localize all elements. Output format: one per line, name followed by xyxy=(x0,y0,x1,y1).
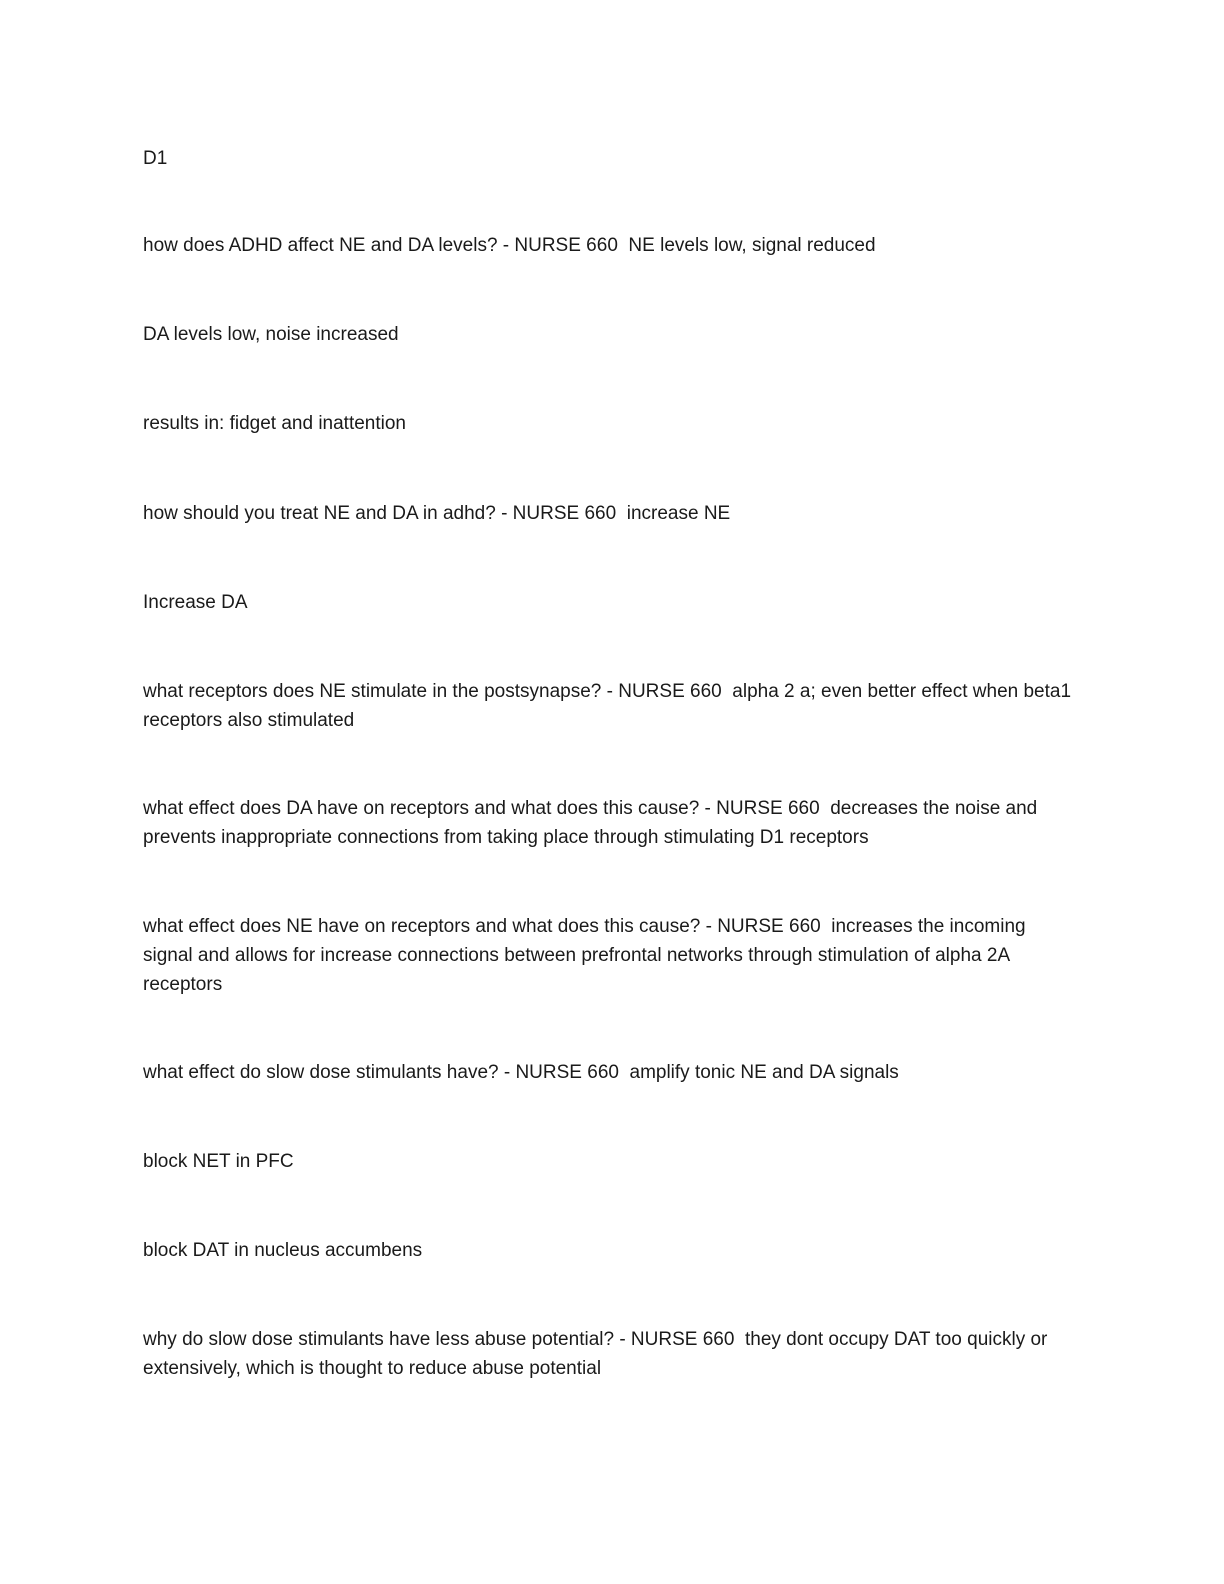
paragraph-10: what effect do slow dose stimulants have? - NURSE 660 amplify tonic NE and DA signals xyxy=(143,1062,899,1083)
paragraph-6: Increase DA xyxy=(143,592,248,613)
paragraph-7: what receptors does NE stimulate in the postsynapse? - NURSE 660 alpha 2 a; even better effect when beta1 receptors also stimulated xyxy=(143,681,1077,731)
paragraph-8: what effect does DA have on receptors and what does this cause? - NURSE 660 decreases the noise and prevents inappropriate connections from taking place through stimulating D1 receptors xyxy=(143,798,1043,848)
paragraph-11: block NET in PFC xyxy=(143,1151,294,1172)
paragraph-3: DA levels low, noise increased xyxy=(143,324,399,345)
paragraph-12: block DAT in nucleus accumbens xyxy=(143,1240,423,1261)
paragraph-5: how should you treat NE and DA in adhd? - NURSE 660 increase NE xyxy=(143,503,731,524)
paragraph-1: D1 xyxy=(143,148,168,169)
paragraph-2: how does ADHD affect NE and DA levels? - NURSE 660 NE levels low, signal reduced xyxy=(143,235,876,256)
paragraph-9: what effect does NE have on receptors and what does this cause? - NURSE 660 increases the incoming signal and allows for increase connections between prefrontal networks through stimulation of alpha 2A receptors xyxy=(143,916,1031,995)
paragraph-13: why do slow dose stimulants have less abuse potential? - NURSE 660 they dont occupy DAT too quickly or extensively, which is thought to reduce abuse potential xyxy=(143,1329,1053,1379)
paragraph-4: results in: fidget and inattention xyxy=(143,413,407,434)
